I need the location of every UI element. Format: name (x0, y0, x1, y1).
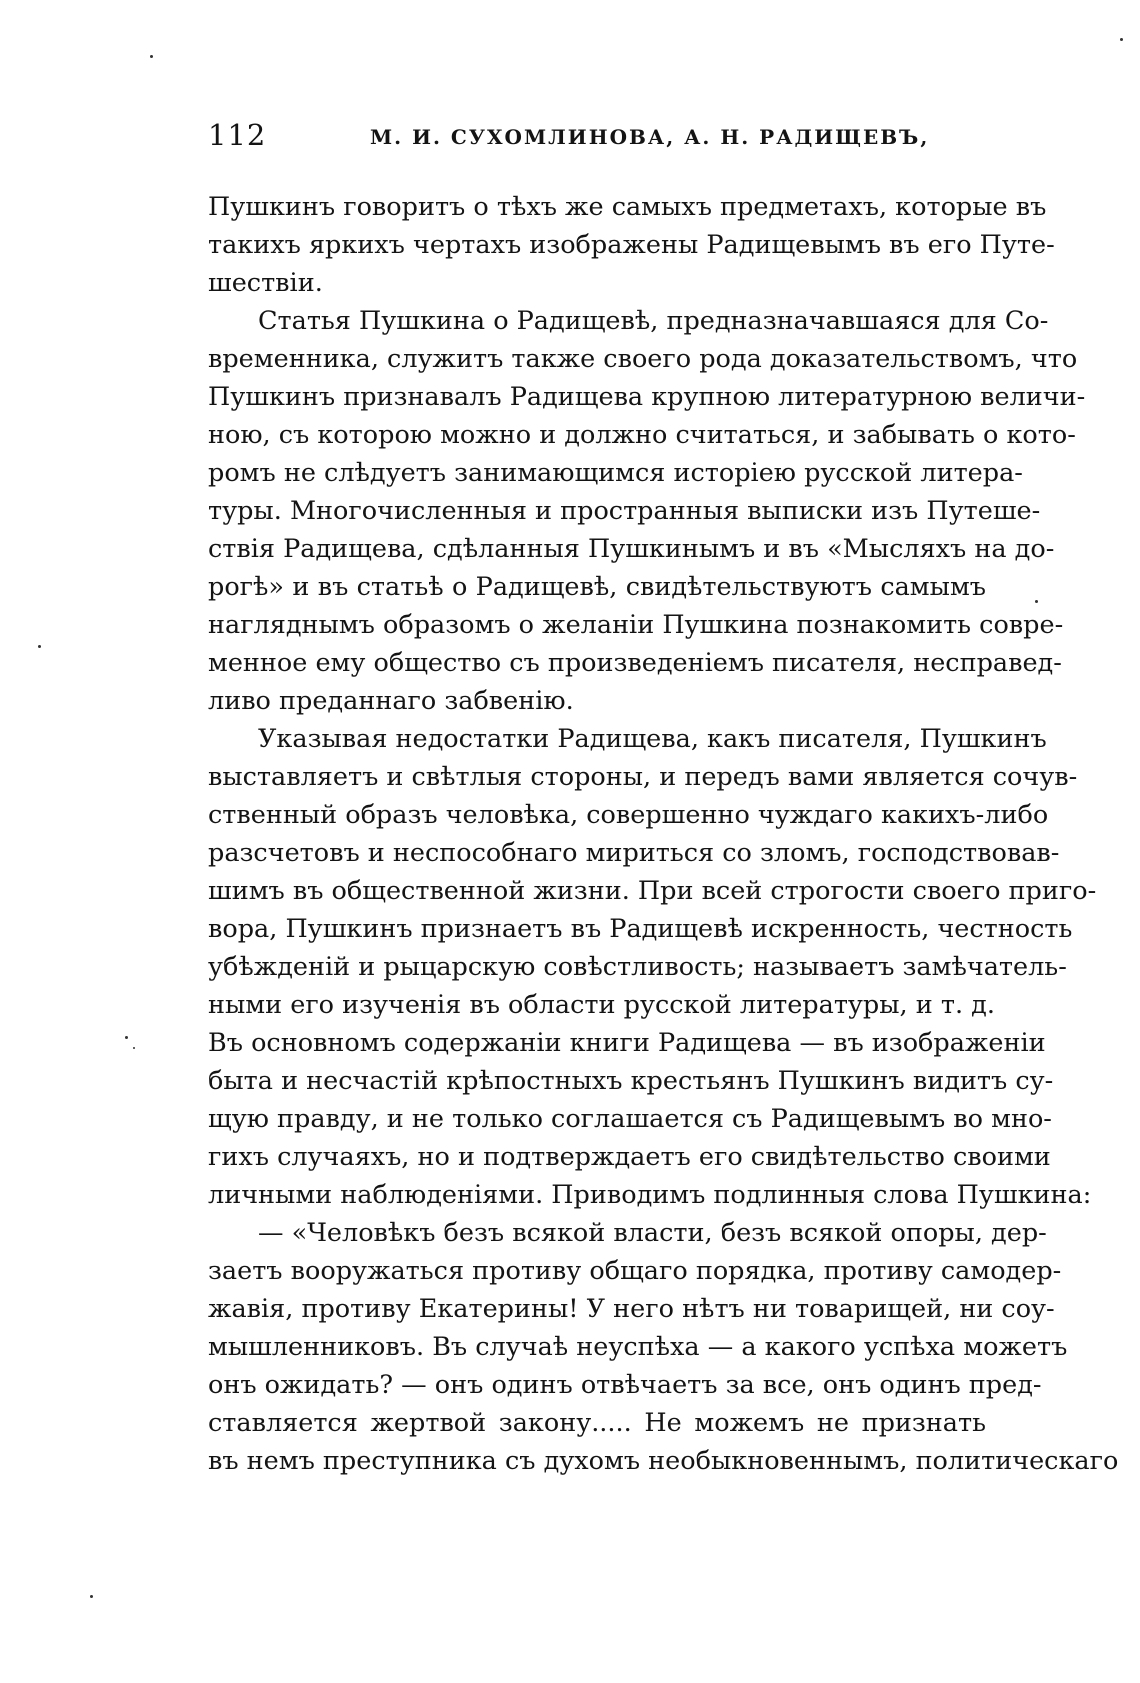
text-line: ною, съ которою можно и должно считаться, и забывать о кото- (208, 420, 1076, 450)
text-line: ливо преданнаго забвенію. (208, 686, 574, 716)
text-line: шимъ въ общественной жизни. При всей строгости своего приго- (208, 876, 1097, 906)
text-line: въ немъ преступника съ духомъ необыкновеннымъ, политическаго (208, 1446, 1119, 1476)
scan-speck (38, 645, 41, 648)
text-line: рогѣ» и въ статьѣ о Радищевѣ, свидѣтельствуютъ самымъ (208, 572, 986, 602)
scan-speck (150, 55, 153, 58)
text-line: ромъ не слѣдуетъ занимающимся исторіею русской литера- (208, 458, 1023, 488)
text-line: личными наблюденіями. Приводимъ подлинныя слова Пушкина: (208, 1180, 1092, 1210)
running-head: М. И. СУХОМЛИНОВА, А. Н. РАДИЩЕВЪ, (370, 125, 930, 149)
text-line: ственный образъ человѣка, совершенно чуждаго какихъ-либо (208, 800, 1049, 830)
text-line: онъ ожидать? — онъ одинъ отвѣчаетъ за все, онъ одинъ пред- (208, 1370, 1042, 1400)
body-text (208, 188, 1119, 1480)
page-header (208, 118, 988, 158)
scan-speck (1035, 600, 1038, 603)
text-line: жавія, противу Екатерины! У него нѣтъ ни товарищей, ни соу- (208, 1294, 1055, 1324)
text-line: Статья Пушкина о Радищевѣ, предназначавшаяся для Со- (258, 306, 1049, 336)
text-line: нагляднымъ образомъ о желаніи Пушкина познакомить совре- (208, 610, 1064, 640)
text-line: вора, Пушкинъ признаетъ въ Радищевѣ искренность, честность (208, 914, 1073, 944)
text-line: шествіи. (208, 268, 323, 298)
text-line: ствія Радищева, сдѣланныя Пушкинымъ и въ «Мысляхъ на до- (208, 534, 1055, 564)
text-line: мышленниковъ. Въ случаѣ неуспѣха — а какого успѣха можетъ (208, 1332, 1068, 1362)
text-line: временника, служитъ также своего рода доказательствомъ, что (208, 344, 1078, 374)
text-line: ставляется жертвой закону..... Не можемъ не признать (208, 1408, 986, 1438)
text-line: туры. Многочисленныя и пространныя выписки изъ Путеше- (208, 496, 1041, 526)
text-line: щую правду, и не только соглашается съ Радищевымъ во мно- (208, 1104, 1052, 1134)
text-line: такихъ яркихъ чертахъ изображены Радищевымъ въ его Путе- (208, 230, 1055, 260)
scan-speck (125, 1036, 128, 1039)
text-line: Въ основномъ содержаніи книги Радищева — въ изображеніи (208, 1028, 1046, 1058)
page-number: 112 (208, 118, 267, 152)
scan-speck (133, 1047, 135, 1049)
text-line: выставляетъ и свѣтлыя стороны, и передъ вами является сочув- (208, 762, 1078, 792)
text-line: Пушкинъ признавалъ Радищева крупною литературною величи- (208, 382, 1086, 412)
scan-speck (90, 1595, 93, 1598)
text-line: заетъ вооружаться противу общаго порядка, противу самодер- (208, 1256, 1062, 1286)
text-line: менное ему общество съ произведеніемъ писателя, несправед- (208, 648, 1062, 678)
text-line: Указывая недостатки Радищева, какъ писателя, Пушкинъ (258, 724, 1047, 754)
text-line: разсчетовъ и неспособнаго мириться со зломъ, господствовав- (208, 838, 1060, 868)
scan-speck (1120, 38, 1123, 41)
text-line: ными его изученія въ области русской литературы, и т. д. (208, 990, 995, 1020)
text-line: гихъ случаяхъ, но и подтверждаетъ его свидѣтельство своими (208, 1142, 1051, 1172)
text-line: быта и несчастій крѣпостныхъ крестьянъ Пушкинъ видитъ су- (208, 1066, 1054, 1096)
text-line: убѣжденій и рыцарскую совѣстливость; называетъ замѣчатель- (208, 952, 1067, 982)
text-line: Пушкинъ говоритъ о тѣхъ же самыхъ предметахъ, которые въ (208, 192, 1047, 222)
text-line: — «Человѣкъ безъ всякой власти, безъ всякой опоры, дер- (258, 1218, 1047, 1248)
